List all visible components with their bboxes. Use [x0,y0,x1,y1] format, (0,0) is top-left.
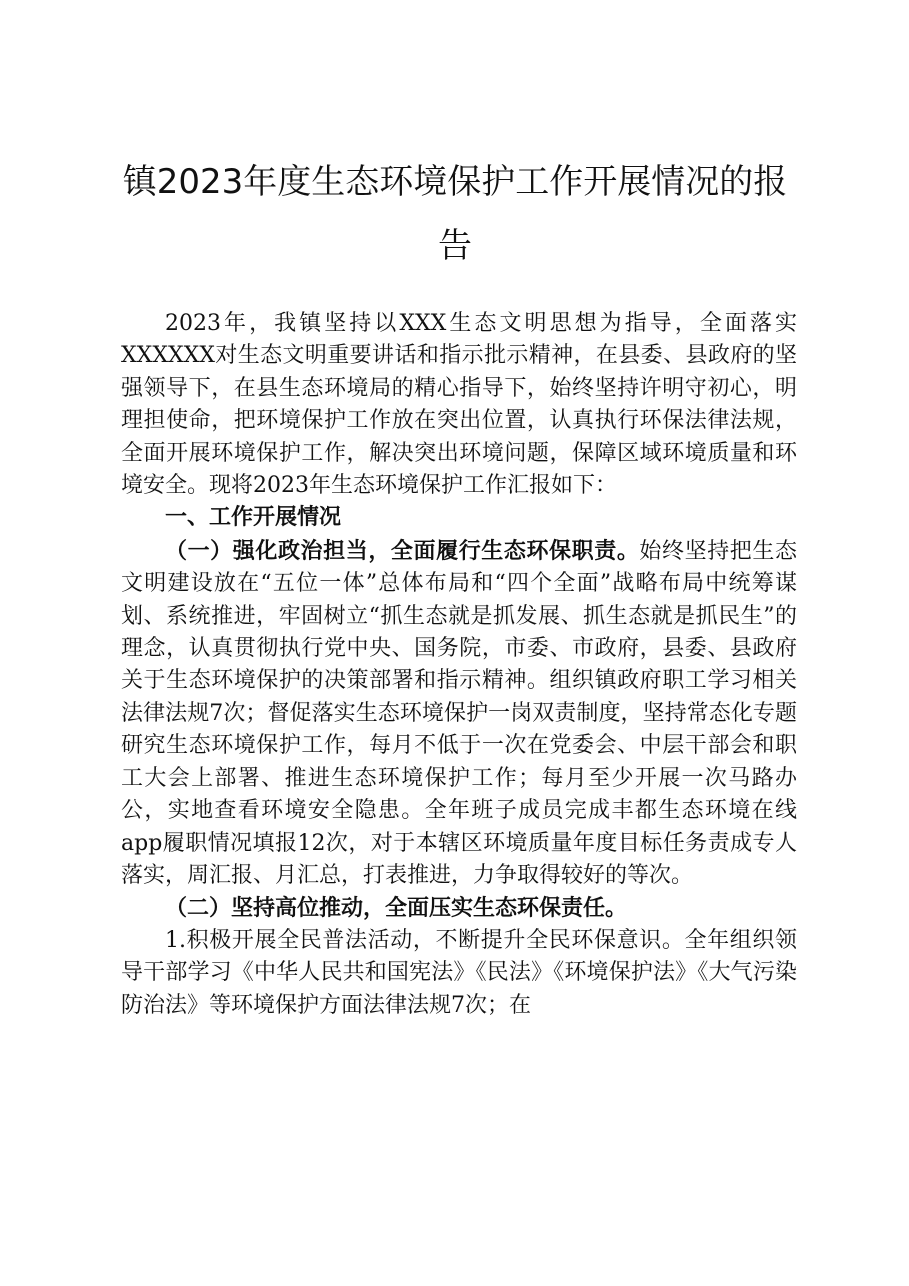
section-heading-1: 一、工作开展情况 [165,505,342,531]
section-1-lead: （一）强化政治担当，全面履行生态环保职责。 [165,537,640,564]
section-2-item-1: 1.积极开展全民普法活动，不断提升全民环保意识。全年组织领导干部学习《中华人民共和国宪法》《民法》《环境保护法》《大气污染防治法》等环境保护方面法律法规7次；在 [121,927,797,1018]
document-title: 镇2023年度生态环境保护工作开展情况的报告 [122,162,788,266]
intro-paragraph: 2023年，我镇坚持以XXX生态文明思想为指导，全面落实XXXXXX对生态文明重要讲话和指示批示精神，在县委、县政府的坚强领导下，在县生态环境局的精心指导下，始终坚持许明守初心，明理担使命，把环境保护工作放在突出位置，认真执行环保法律法规，全面开展环境保护工作，解决突出环境问题，保障区域环境质量和环境安全。现将2023年生态环境保护工作汇报如下： [121,311,797,499]
section-1-body: 始终坚持把生态文明建设放在“五位一体”总体布局和“四个全面”战略布局中统筹谋划、系统推进，牢固树立“抓生态就是抓发展、抓生态就是抓民生”的理念，认真贯彻执行党中央、国务院，市委、市政府，县委、县政府关于生态环境保护的决策部署和指示精神。组织镇政府职工学习相关法律法规7次；督促落实生态环境保护一岗双责制度，坚持常态化专题研究生态环境保护工作，每月不低于一次在党委会、中层干部会和职工大会上部署、推进生态环境保护工作；每月至少开展一次马路办公，实地查看环境安全隐患。全年班子成员完成丰都生态环境在线app履职情况填报12次，对于本辖区环境质量年度目标任务责成专人落实，周汇报、月汇总，打表推进，力争取得较好的等次。 [121,538,797,888]
document-body [121,308,797,1022]
section-1-paragraph [121,535,797,892]
section-2-heading: （二）坚持高位推动，全面压实生态环保责任。 [165,895,628,922]
